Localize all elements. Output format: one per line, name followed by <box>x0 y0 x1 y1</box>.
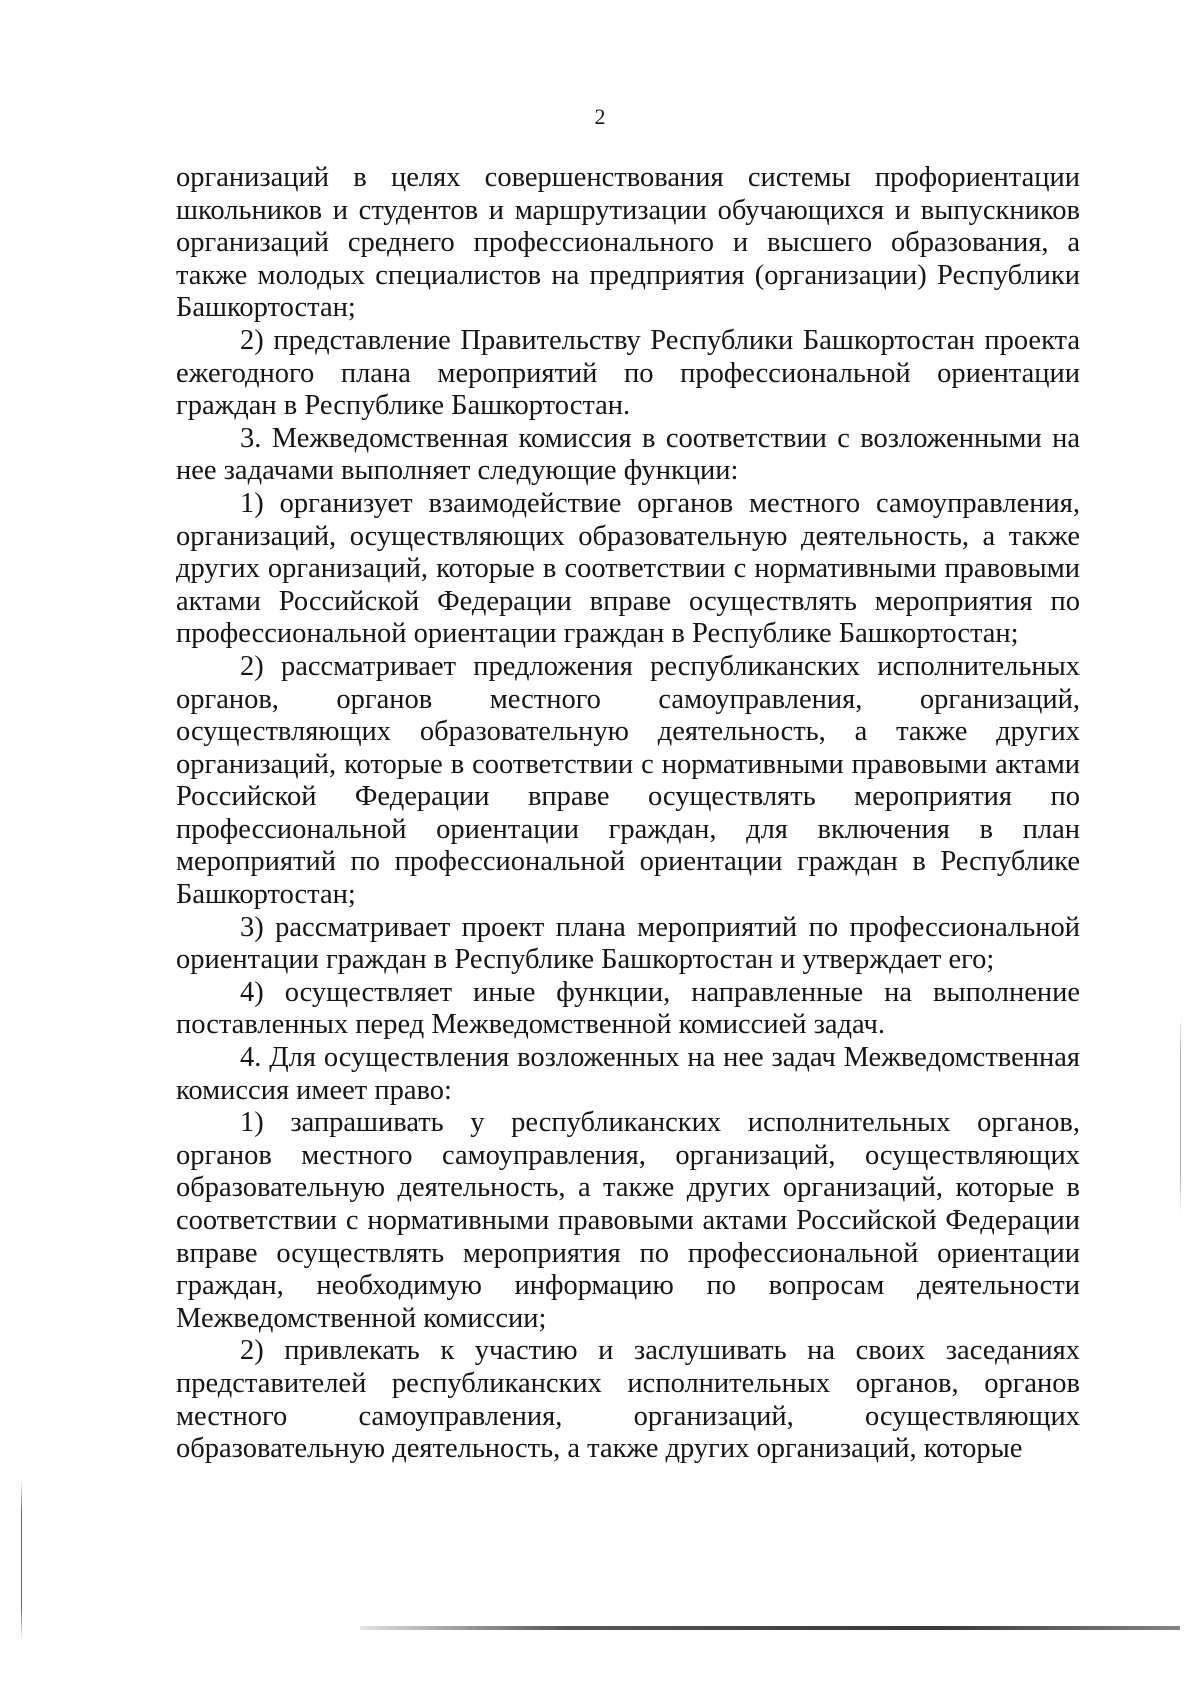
paragraph-right-1: 1) запрашивать у республиканских исполнительных органов, органов местного самоуправления, организаций, осуществляющих образовательную деятельность, а также других организаций, которые в соответствии с нормативными правовыми актами Российской Федерации вправе осуществлять мероприятия по профессиональной ориентации граждан, необходимую информацию по вопросам деятельности Межведомственной комиссии; <box>176 1107 1080 1334</box>
paragraph-continuation: организаций в целях совершенствования системы профориентации школьников и студентов и маршрутизации обучающихся и выпускников организаций среднего профессионального и высшего образования, а также молодых специалистов на предприятия (организации) Республики Башкортостан; <box>176 162 1080 324</box>
page-number: 2 <box>594 104 606 129</box>
paragraph-right-2: 2) привлекать к участию и заслушивать на своих заседаниях представителей республиканских исполнительных органов, органов местного самоуправления, организаций, осуществляющих образовательную деятельность, а также других организаций, которые <box>176 1335 1080 1465</box>
document-body <box>176 162 1080 1466</box>
paragraph-section-3-functions: 3. Межведомственная комиссия в соответствии с возложенными на нее задачами выполняет следующие функции: <box>176 422 1080 487</box>
paragraph-function-3: 3) рассматривает проект плана мероприятий по профессиональной ориентации граждан в Республике Башкортостан и утверждает его; <box>176 911 1080 976</box>
paragraph-section-4-rights: 4. Для осуществления возложенных на нее задач Межведомственная комиссия имеет право: <box>176 1042 1080 1106</box>
scan-artifact-right-line <box>1180 1015 1181 1215</box>
scan-artifact-left-line <box>21 1480 22 1640</box>
paragraph-function-4: 4) осуществляет иные функции, направленные на выполнение поставленных перед Межведомственной комиссией задач. <box>176 976 1080 1041</box>
scan-artifact-bottom-bar <box>360 1626 1180 1630</box>
paragraph-function-2: 2) рассматривает предложения республиканских исполнительных органов, органов местного самоуправления, организаций, осуществляющих образовательную деятельность, а также других организаций, которые в соответствии с нормативными правовыми актами Российской Федерации вправе осуществлять мероприятия по профессиональной ориентации граждан, для включения в план мероприятий по профессиональной ориентации граждан в Республике Башкортостан; <box>176 650 1080 911</box>
paragraph-function-1: 1) организует взаимодействие органов местного самоуправления, организаций, осуществляющих образовательную деятельность, а также других организаций, которые в соответствии с нормативными правовыми актами Российской Федерации вправе осуществлять мероприятия по профессиональной ориентации граждан в Республике Башкортостан; <box>176 487 1080 650</box>
paragraph-item-2-government-submission: 2) представление Правительству Республики Башкортостан проекта ежегодного плана мероприятий по профессиональной ориентации граждан в Республике Башкортостан. <box>176 324 1080 422</box>
